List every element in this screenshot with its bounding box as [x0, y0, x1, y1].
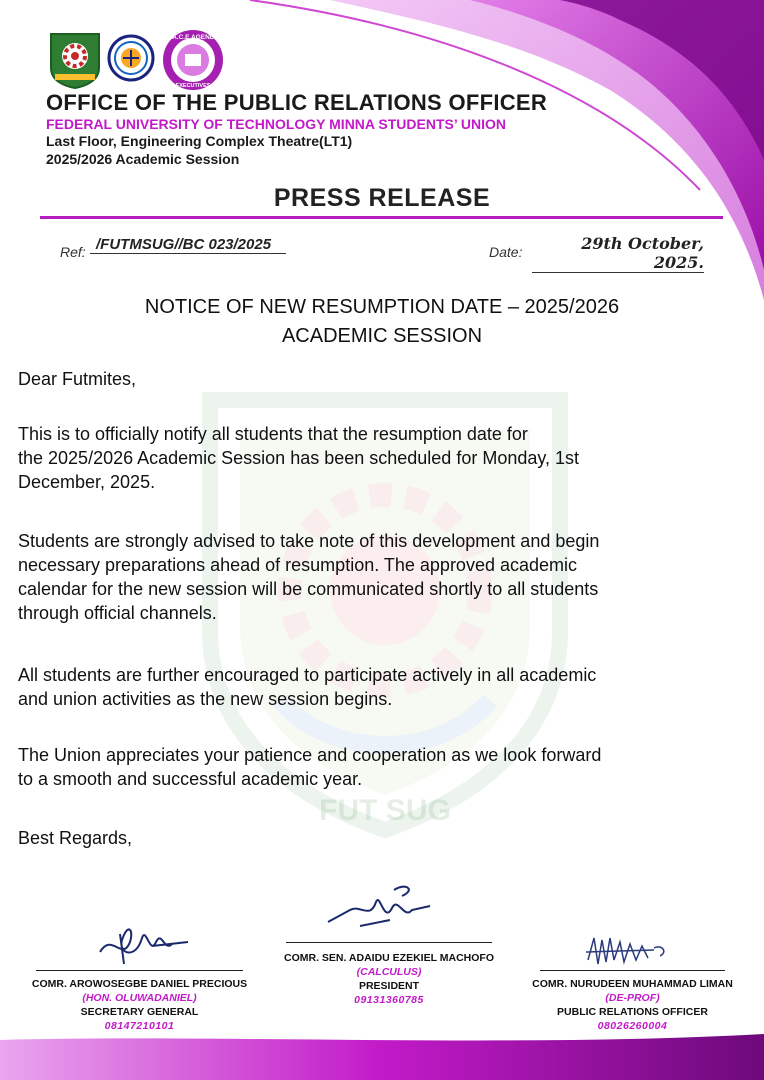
- paragraph-4: [18, 743, 743, 791]
- signatory-pro: [510, 977, 755, 1033]
- paragraph-2: [18, 529, 743, 625]
- closing-regards: Best Regards,: [18, 828, 133, 848]
- paragraph-line: This is to officially notify all students that the resumption date for: [18, 424, 528, 444]
- pro-signature: [584, 930, 674, 974]
- president-signature-line: [286, 942, 492, 943]
- office-address: Last Floor, Engineering Complex Theatre(LT1): [46, 133, 353, 149]
- office-title: OFFICE OF THE PUBLIC RELATIONS OFFICER: [46, 90, 548, 115]
- paragraph-line: the 2025/2026 Academic Session has been scheduled for Monday, 1st: [18, 448, 580, 468]
- signatory-name: COMR. SEN. ADAIDU EZEKIEL MACHOFO: [283, 952, 494, 964]
- ref-number: /FUTMSUG//BC 023/2025: [90, 236, 286, 254]
- secretary-signature-line: [36, 970, 243, 971]
- signatory-secretary: [18, 977, 261, 1033]
- academic-session: 2025/2026 Academic Session: [46, 151, 240, 167]
- paragraph-1: [18, 422, 743, 494]
- signatory-alias: (DE-PROF): [605, 992, 660, 1004]
- signatory-president: [267, 951, 511, 1007]
- union-name: FEDERAL UNIVERSITY OF TECHNOLOGY MINNA STUDENTS’ UNION: [46, 116, 506, 132]
- date-label: Date:: [489, 244, 523, 260]
- footer-band-decoration: [0, 1034, 764, 1080]
- signatory-alias: (CALCULUS): [356, 966, 422, 978]
- paragraph-line: All students are further encouraged to participate actively in all academic: [18, 665, 597, 685]
- signatory-phone: 08026260004: [597, 1020, 668, 1032]
- paragraph-line: December, 2025.: [18, 472, 156, 492]
- signatory-phone: 08147210101: [104, 1020, 175, 1032]
- signatory-role: PUBLIC RELATIONS OFFICER: [557, 1006, 708, 1018]
- signatory-phone: 09131360785: [354, 994, 424, 1006]
- paragraph-line: through official channels.: [18, 603, 217, 623]
- signatory-name: COMR. AROWOSEGBE DANIEL PRECIOUS: [31, 978, 248, 990]
- release-date: 29th October, 2025.: [532, 234, 704, 273]
- paragraph-3: [18, 663, 743, 711]
- notice-heading-line-1: NOTICE OF NEW RESUMPTION DATE – 2025/2026: [144, 296, 620, 318]
- document-title: PRESS RELEASE: [273, 184, 491, 212]
- paragraph-line: The Union appreciates your patience and cooperation as we look forward: [18, 745, 602, 765]
- notice-heading-line-2: ACADEMIC SESSION: [281, 325, 483, 347]
- ref-label: Ref:: [60, 244, 86, 260]
- salutation: Dear Futmites,: [18, 369, 137, 389]
- university-logo-icon: [47, 30, 103, 90]
- pace-executives-logo-text: EXECUTIVES: [175, 83, 211, 89]
- signatory-role: SECRETARY GENERAL: [80, 1006, 199, 1018]
- paragraph-line: Students are strongly advised to take note of this development and begin: [18, 531, 600, 551]
- students-union-seal-icon: [107, 32, 155, 84]
- pro-signature-line: [540, 970, 725, 971]
- watermark-text: FUT SUG: [319, 794, 451, 827]
- paragraph-line: to a smooth and successful academic year.: [18, 769, 363, 789]
- signatory-name: COMR. NURUDEEN MUHAMMAD LIMAN: [532, 978, 733, 990]
- signatory-role: PRESIDENT: [358, 980, 420, 992]
- title-divider: [40, 216, 723, 219]
- secretary-signature: [92, 912, 192, 972]
- notice-heading: [0, 293, 764, 351]
- signatory-alias: (HON. OLUWADANIEL): [82, 992, 197, 1004]
- president-signature: [320, 880, 440, 940]
- paragraph-line: necessary preparations ahead of resumption. The approved academic: [18, 555, 578, 575]
- pace-agenda-logo-text: P.A.C.E AGENDA: [166, 34, 220, 41]
- paragraph-line: calendar for the new session will be communicated shortly to all students: [18, 579, 599, 599]
- paragraph-line: and union activities as the new session begins.: [18, 689, 393, 709]
- pace-agenda-logo-icon: [161, 28, 225, 92]
